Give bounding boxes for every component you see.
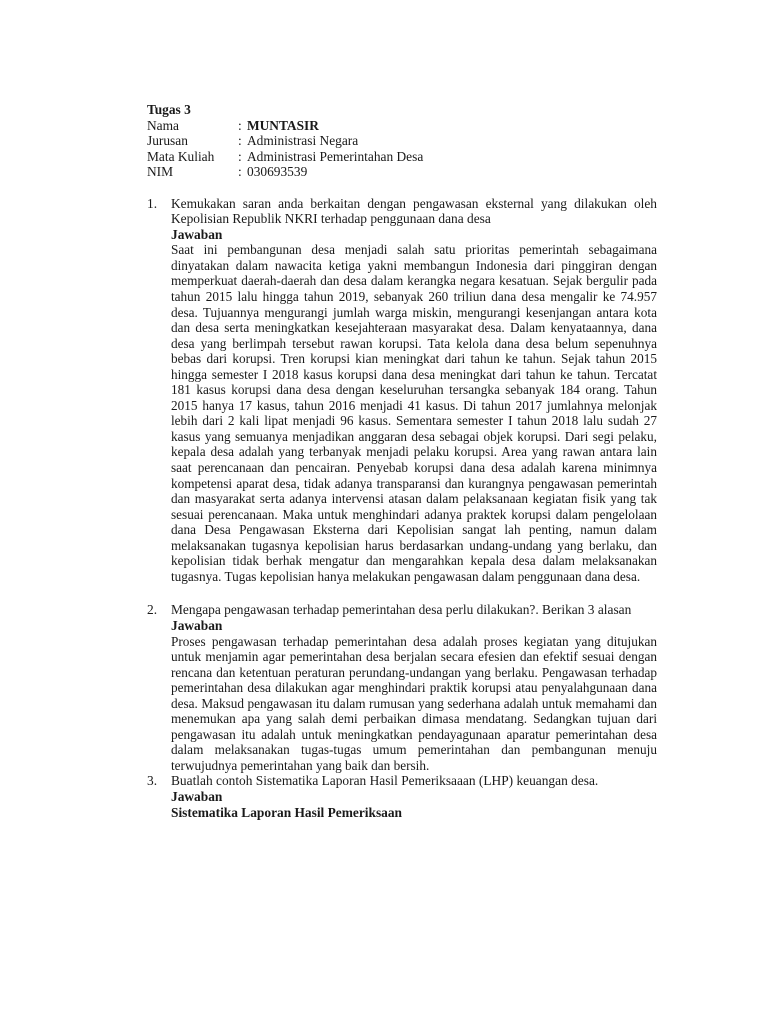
question-number: 3. bbox=[147, 773, 158, 789]
question-number: 2. bbox=[147, 602, 158, 618]
question-item-3 bbox=[147, 773, 657, 820]
info-row-jurusan bbox=[147, 133, 657, 149]
info-label: NIM bbox=[147, 164, 174, 180]
section-subheading: Sistematika Laporan Hasil Pemeriksaan bbox=[171, 804, 402, 820]
question-body bbox=[171, 773, 657, 820]
answer-label: Jawaban bbox=[171, 617, 223, 633]
info-row-mata-kuliah bbox=[147, 149, 657, 165]
question-item-2 bbox=[147, 602, 657, 773]
answer-label: Jawaban bbox=[171, 788, 223, 804]
task-title: Tugas 3 bbox=[147, 102, 191, 117]
info-label: Mata Kuliah bbox=[147, 148, 215, 164]
spacer bbox=[147, 584, 657, 602]
question-text: Mengapa pengawasan terhadap pemerintahan desa perlu dilakukan?. Berikan 3 alasan bbox=[171, 602, 632, 618]
question-text: Kemukakan saran anda berkaitan dengan pengawasan eksternal yang dilakukan oleh Kepolisian Republik NKRI terhadap penggunaan dana desa bbox=[171, 195, 657, 227]
info-separator: : bbox=[238, 164, 242, 180]
info-value-nim: 030693539 bbox=[247, 164, 308, 180]
info-separator: : bbox=[238, 148, 242, 164]
info-separator: : bbox=[238, 117, 242, 133]
info-label: Jurusan bbox=[147, 133, 188, 149]
document-content bbox=[147, 102, 657, 820]
answer-text: Saat ini pembangunan desa menjadi salah satu prioritas pemerintah sebagaimana dinyatakan dalam nawacita ketiga yakni membangun Indonesia dari pinggiran dengan memperkuat daerah-daerah dan desa dalam kerangka negara kesatuan. Sejak bergulir pada tahun 2015 lalu hingga tahun 2019, sebanyak 260 triliun dana desa mengalir ke 74.957 desa. Tujuannya mengurangi jumlah warga miskin, mengurangi kesenjangan antara kota dan desa serta meningkatkan kesejahteraan masyarakat desa. Dalam kenyataannya, dana desa yang berlimpah tersebut rawan korupsi. Tata kelola dana desa belum sepenuhnya bebas dari korupsi. Tren korupsi kian meningkat dari tahun ke tahun. Sejak tahun 2015 hingga semester I 2018 kasus korupsi dana desa meningkat dari tahun ke tahun. Tercatat 181 kasus korupsi dana desa dengan keseluruhan tersangka sebanyak 184 orang. Tahun 2015 hanya 17 kasus, tahun 2016 menjadi 41 kasus. Di tahun 2017 jumlahnya melonjak lebih dari 2 kali lipat menjadi 96 kasus. Sementara semester I tahun 2018 lalu sudah 27 kasus yang semuanya menjadikan anggaran desa sebagai objek korupsi. Dari segi pelaku, kepala desa adalah yang terbanyak menjadi pelaku korupsi. Area yang rawan antara lain saat perencanaan dan pencairan. Penyebab korupsi dana desa adalah karena minimnya kompetensi aparat desa, tidak adanya transparansi dan kurangnya pengawasan pemerintah dan masyarakat serta adanya intervensi atasan dalam pelaksanaan kegiatan fisik yang tak sesuai perencanaan. Maka untuk menghindari adanya praktek korupsi dalam pengelolaan dana Desa Pengawasan Eksterna dari Kepolisian sangat lah penting, namun dalam melaksanakan tugasnya kepolisian harus berdasarkan undang-undang yang berlaku, dan kepolisian tidak berhak mengatur dan mengarahkan kepala desa dalam melaksanakan tugasnya. Tugas kepolisian hanya melakukan pengawasan dalam penggunaan dana desa. bbox=[171, 242, 657, 584]
question-body bbox=[171, 196, 657, 585]
info-value-name: MUNTASIR bbox=[247, 117, 319, 133]
answer-label: Jawaban bbox=[171, 226, 223, 242]
info-value-jurusan: Administrasi Negara bbox=[247, 133, 359, 149]
info-separator: : bbox=[238, 133, 242, 149]
info-value-mata-kuliah: Administrasi Pemerintahan Desa bbox=[247, 148, 424, 164]
spacer bbox=[147, 180, 657, 196]
question-body bbox=[171, 602, 657, 773]
info-label: Nama bbox=[147, 117, 179, 133]
question-number: 1. bbox=[147, 195, 158, 211]
info-row-nama bbox=[147, 118, 657, 134]
info-row-nim bbox=[147, 164, 657, 180]
question-text: Buatlah contoh Sistematika Laporan Hasil Pemeriksaaan (LHP) keuangan desa. bbox=[171, 773, 599, 789]
answer-text: Proses pengawasan terhadap pemerintahan desa adalah proses kegiatan yang ditujukan untuk menjamin agar pemerintahan desa berjalan secara efesien dan efektif sesuai dengan rencana dan ketentuan peraturan perundang-undangan yang berlaku. Pengawasan terhadap pemerintahan desa dilakukan agar menghindari praktik korupsi atau penyalahgunaan dana desa. Maksud pengawasan itu dalam rumusan yang sederhana adalah untuk memahami dan menemukan apa yang salah demi perbaikan dimasa mendatang. Sedangkan tujuan dari pengawasan itu adalah untuk meningkatkan pendayagunaan aparatur pemerintahan desa dalam melaksanakan tugas-tugas umum pemerintahan dan pembangunan menuju terwujudnya pemerintahan yang baik dan bersih. bbox=[171, 633, 657, 773]
question-item-1 bbox=[147, 196, 657, 585]
